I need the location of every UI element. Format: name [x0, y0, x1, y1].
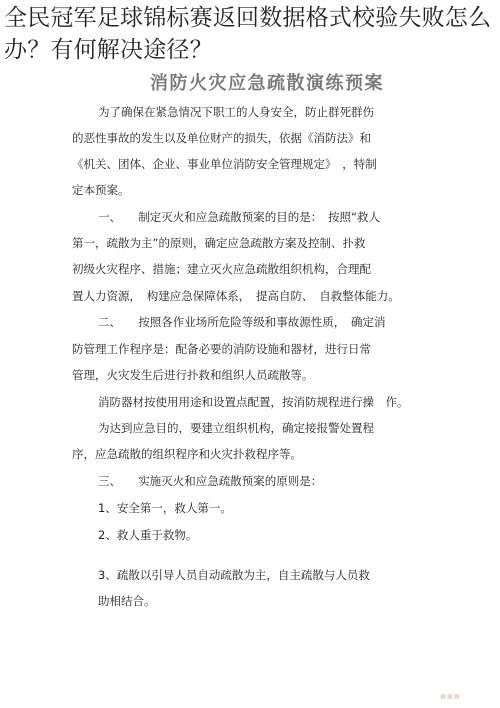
document-line: 定本预案。	[72, 183, 130, 197]
document-line: 为达到应急目的，要建立组织机构，确定接报警处置程	[98, 421, 374, 435]
document-line: 为了确保在紧急情况下职工的人身安全，防止群死群伤	[98, 105, 374, 119]
document-line: 管理，火灾发生后进行扑救和组织人员疏散等。	[72, 368, 314, 382]
document-line: 二、 按照各作业场所危险等级和事故源性质， 确定消	[98, 315, 386, 329]
document-line: 3、疏散以引导人员自动疏散为主，自主疏散与人员救	[98, 568, 370, 582]
document-line: 防管理工作程序是：配备必要的消防设施和器材，进行日常	[72, 342, 371, 356]
document-line: 初级火灾程序、措施；建立灭火应急疏散组织机构，合理配	[72, 262, 371, 276]
watermark-logo: ▪▪▪	[439, 691, 460, 702]
document-line: 助相结合。	[98, 594, 156, 608]
document-line: 置人力资源， 构建应急保障体系， 提高自防、 自救整体能力。	[72, 289, 400, 303]
document-line: 序，应急疏散的组织程序和火灾扑救程序等。	[72, 447, 302, 461]
document-heading: 消防火灾应急疏散演练预案	[150, 73, 384, 94]
document-line: 的恶性事故的发生以及单位财产的损失，依据《消防法》和	[72, 131, 371, 145]
document-line: 一、 制定灭火和应急疏散预案的目的是： 按照“救人	[98, 210, 380, 224]
document-line: 1、安全第一，救人第一。	[98, 501, 232, 515]
document-line: 第一，疏散为主”的原则，确定应急疏散方案及控制、扑救	[72, 236, 366, 250]
document-line: 三、 实施灭火和应急疏散预案的原则是：	[98, 474, 323, 488]
document-line: 2、救人重于救物。	[98, 528, 198, 542]
document-image	[0, 66, 500, 708]
document-line: 《机关、团体、企业、事业单位消防安全管理规定》 ，特制	[72, 157, 377, 171]
document-line: 消防器材按使用用途和设置点配置，按消防规程进行操 作。	[98, 395, 409, 409]
page-title: 全民冠军足球锦标赛返回数据格式校验失败怎么办？有何解决途径？	[4, 5, 492, 63]
